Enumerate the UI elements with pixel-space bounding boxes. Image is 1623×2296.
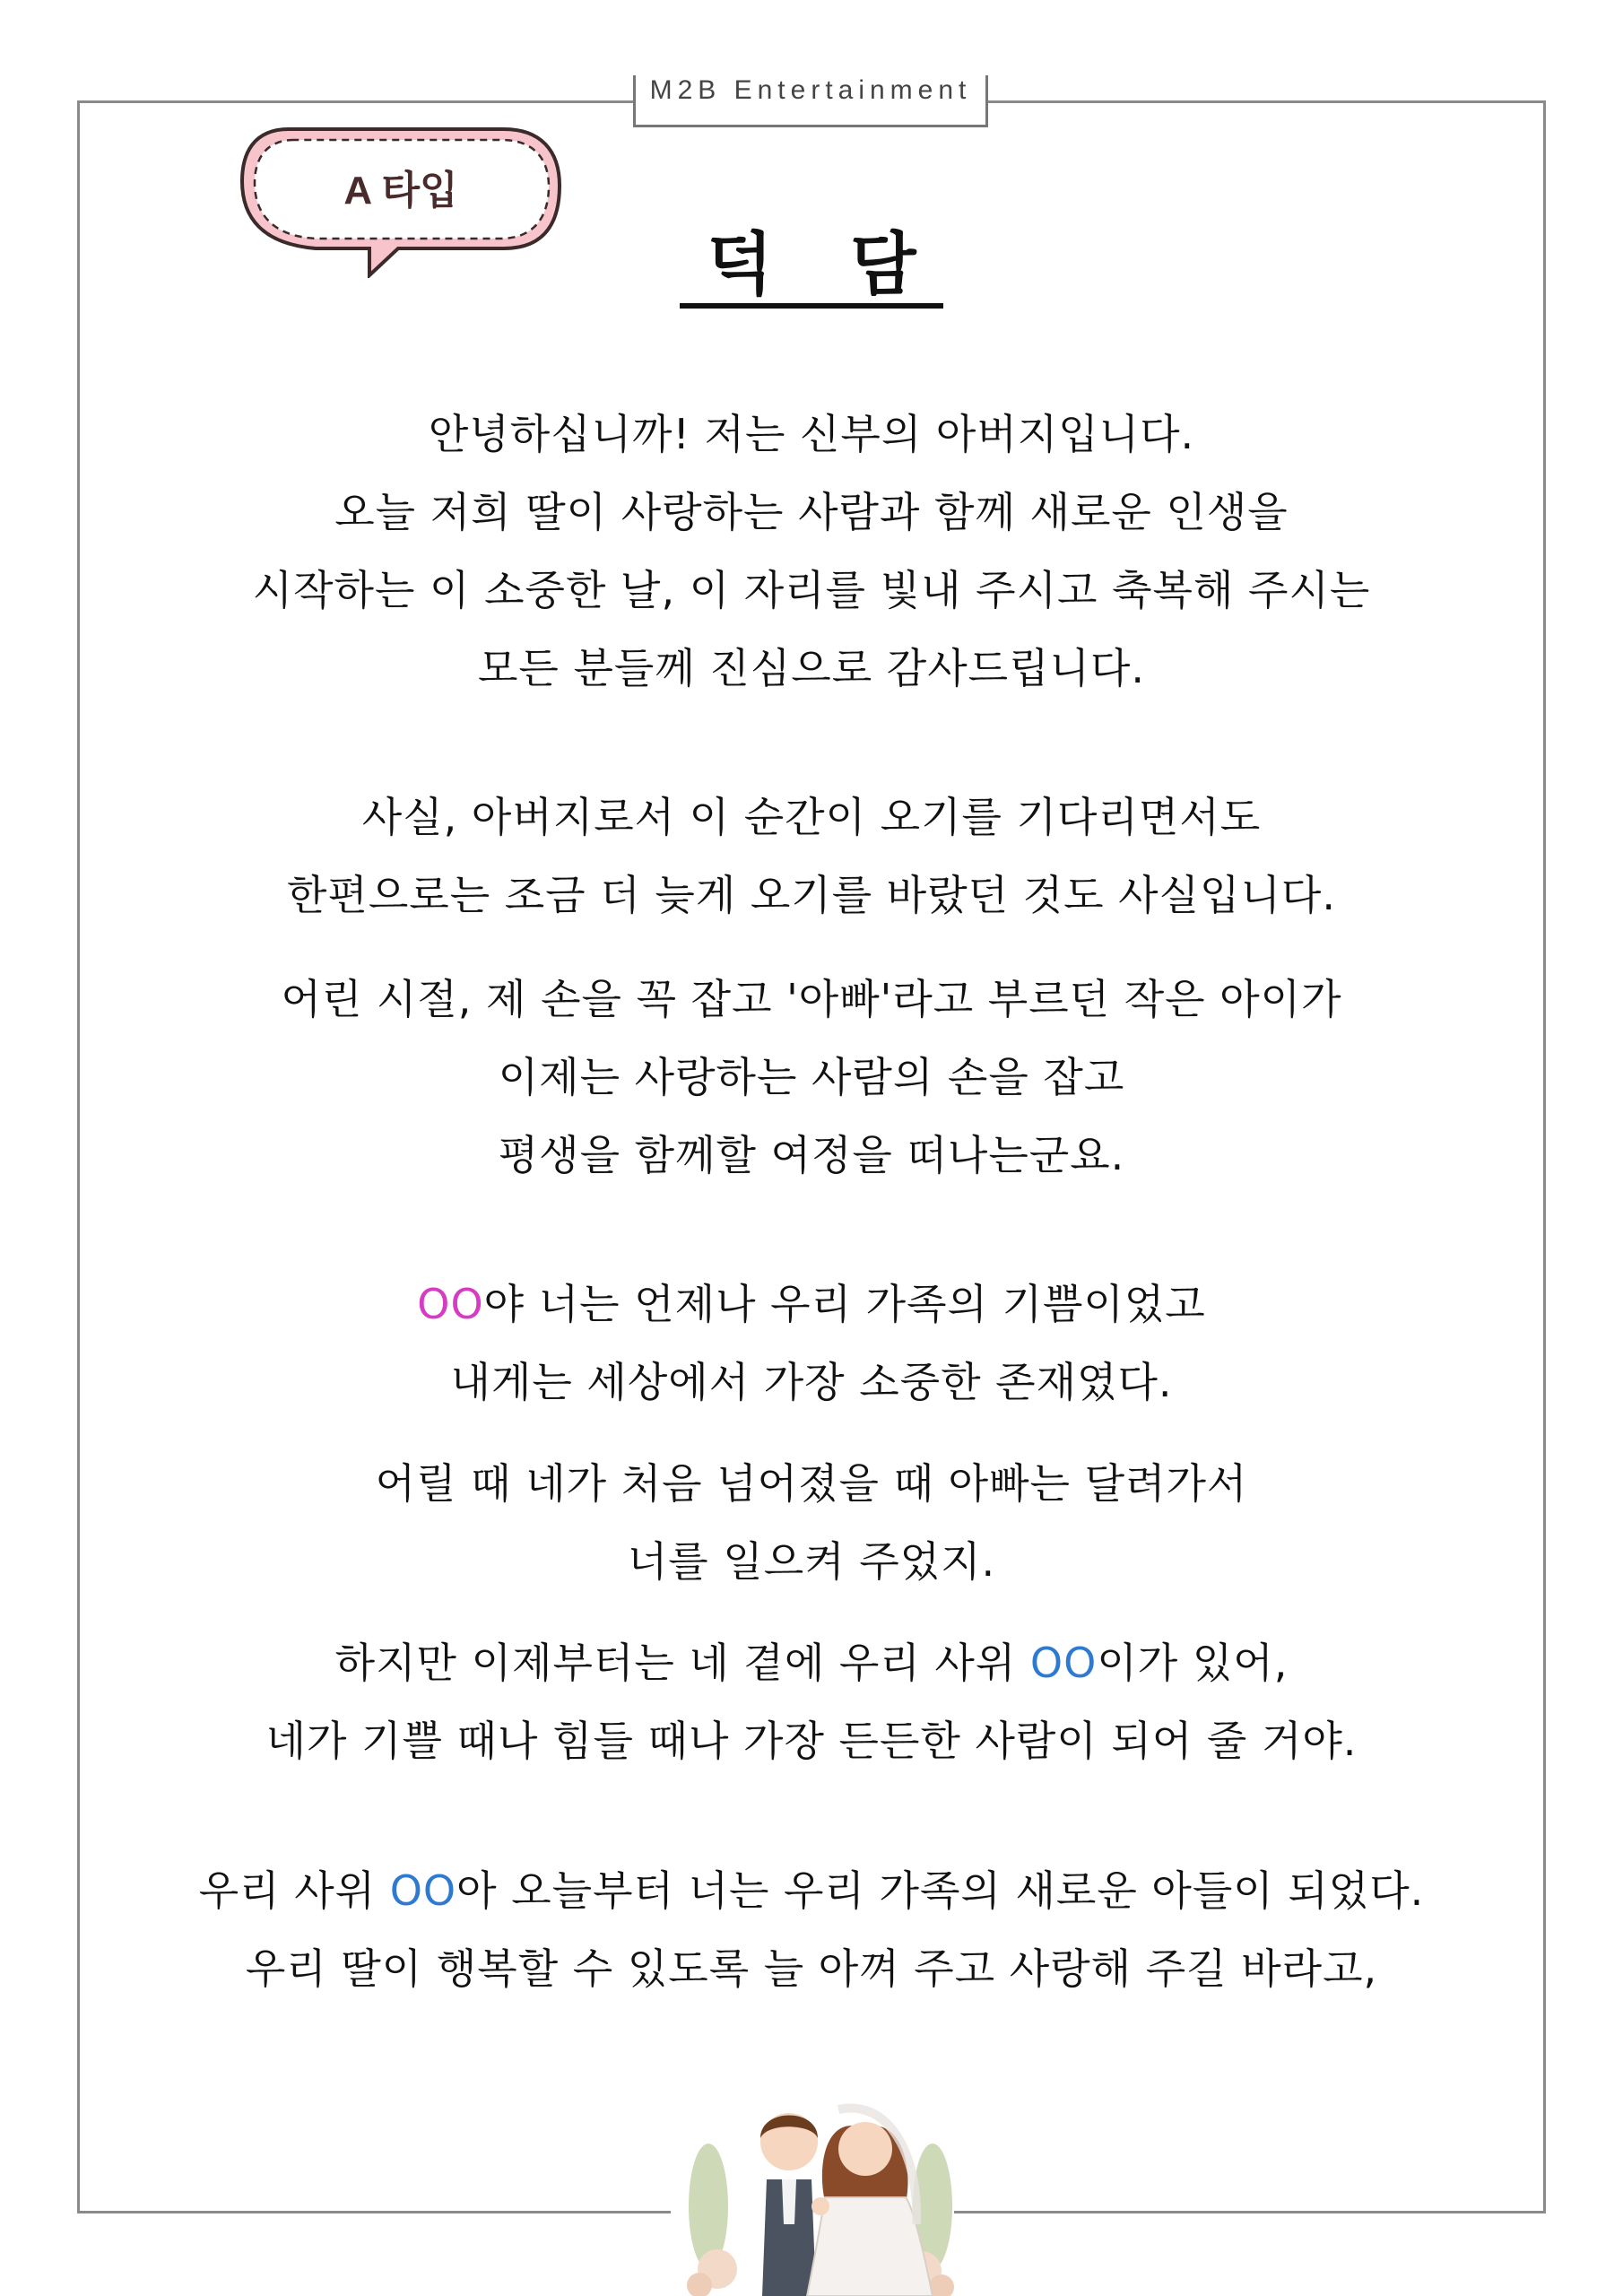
speech-line: 한편으로는 조금 더 늦게 오기를 바랐던 것도 사실입니다. (286, 871, 1336, 919)
bride-name: OO (417, 1280, 484, 1328)
speech-line: 하지만 이제부터는 네 곁에 우리 사위 OO이가 있어, (334, 1639, 1289, 1687)
speech-line: 네가 기쁠 때나 힘들 때나 가장 든든한 사람이 되어 줄 거야. (265, 1717, 1358, 1765)
speech-line: 너를 일으켜 주었지. (627, 1537, 996, 1586)
speech-line: 사실, 아버지로서 이 순간이 오기를 기다리면서도 (361, 793, 1262, 841)
type-badge: A 타입 (343, 169, 458, 213)
speech-line: 내게는 세상에서 가장 소중한 존재였다. (450, 1358, 1173, 1406)
brand-header (633, 75, 988, 127)
speech-line: 안녕하십니까! 저는 신부의 아버지입니다. (428, 410, 1195, 458)
speech-line: 어릴 때 네가 처음 넘어졌을 때 아빠는 달려가서 (375, 1459, 1248, 1508)
groom-name: OO (1029, 1639, 1098, 1687)
speech-line: 모든 분들께 진심으로 감사드립니다. (477, 644, 1146, 692)
groom-name: OO (389, 1866, 457, 1915)
speech-line: 시작하는 이 소중한 날, 이 자리를 빛내 주시고 축복해 주시는 (252, 566, 1371, 614)
speech-line: OO야 너는 언제나 우리 가족의 기쁨이었고 (417, 1280, 1206, 1328)
speech-line: 평생을 함께할 여정을 떠나는군요. (498, 1131, 1125, 1179)
speech-line: 어린 시절, 제 손을 꼭 잡고 '아빠'라고 부르던 작은 아이가 (281, 975, 1342, 1023)
speech-line: 이제는 사랑하는 사람의 손을 잡고 (498, 1053, 1125, 1101)
brand-name: M2B Entertainment (641, 75, 981, 106)
speech-line: 우리 사위 OO아 오늘부터 너는 우리 가족의 새로운 아들이 되었다. (198, 1866, 1425, 1915)
page-title: 덕 담 (0, 224, 1623, 309)
wedding-couple-icon (681, 2072, 959, 2296)
speech-line: 오늘 저희 딸이 사랑하는 사람과 함께 새로운 인생을 (334, 488, 1289, 536)
speech-line: 우리 딸이 행복할 수 있도록 늘 아껴 주고 사랑해 주길 바라고, (245, 1944, 1378, 1993)
